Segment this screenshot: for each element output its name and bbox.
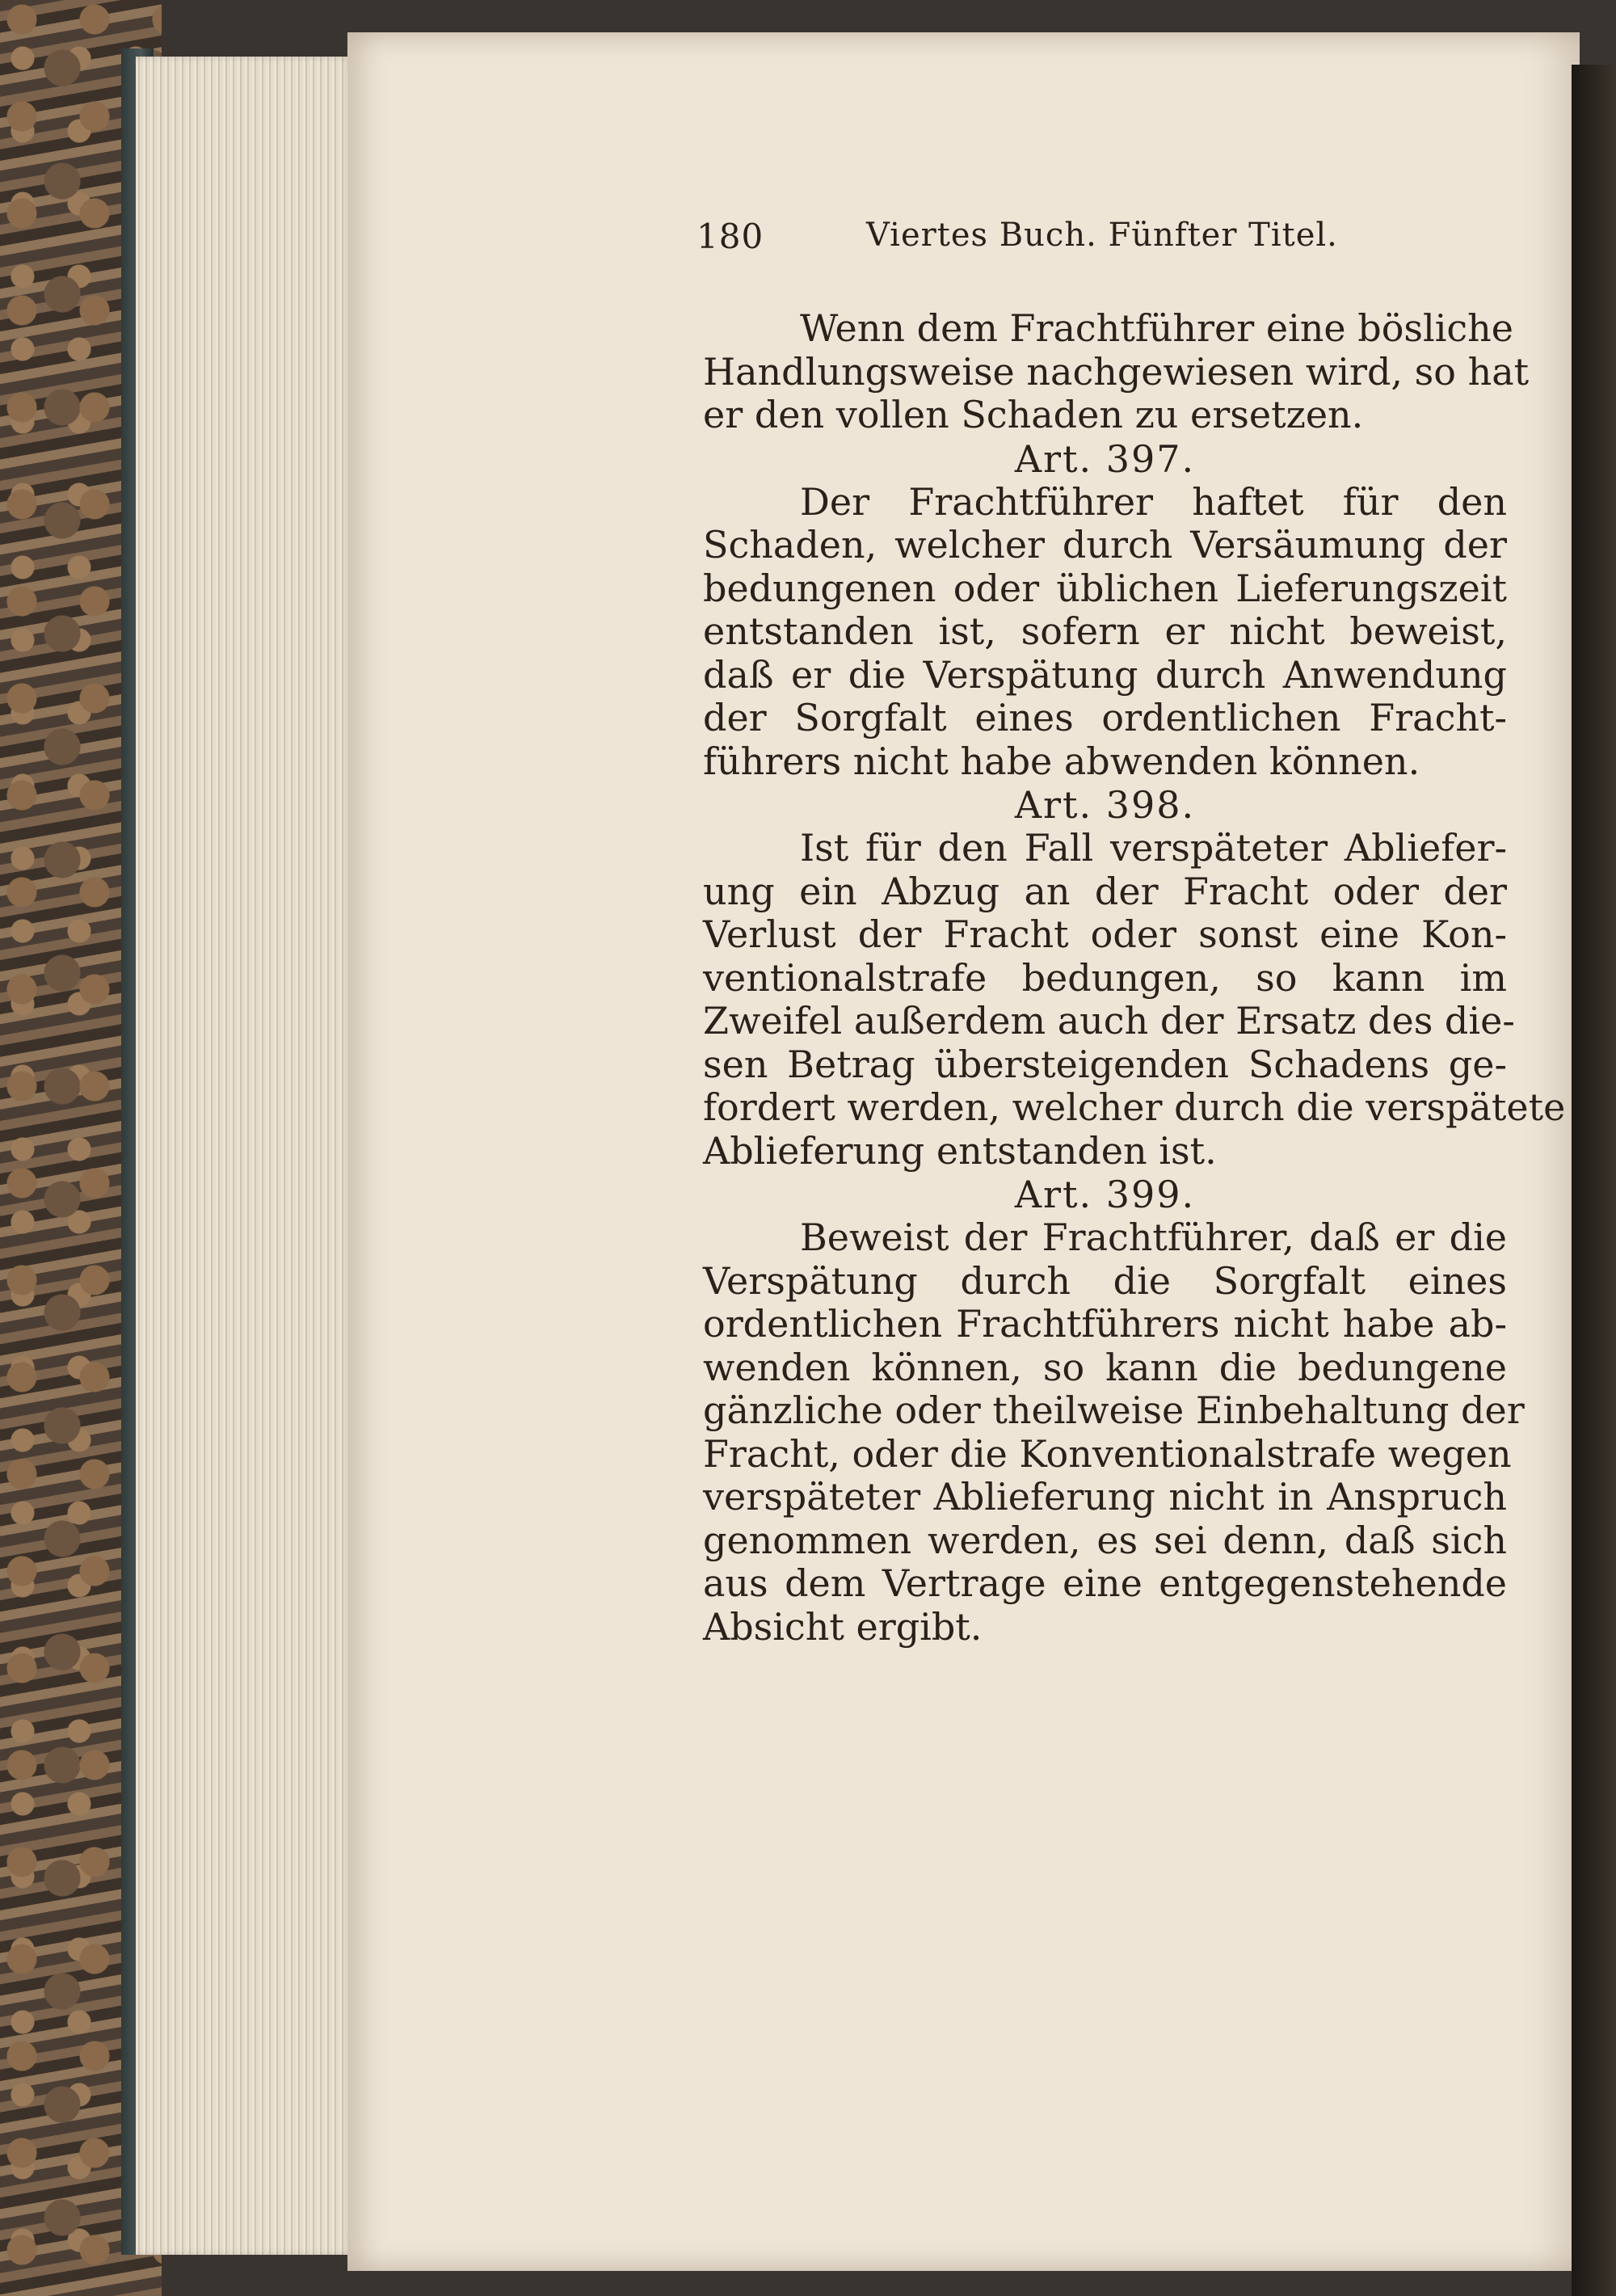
- text-line: sen Betrag übersteigenden Schadens ge-: [703, 1042, 1507, 1086]
- text-line: Ist für den Fall verspäteter Abliefer-: [800, 826, 1507, 870]
- text-line: Absicht ergibt.: [703, 1604, 983, 1649]
- text-line: daß er die Verspätung durch Anwendung: [703, 652, 1507, 697]
- text-line: Schaden, welcher durch Versäumung der: [703, 523, 1507, 567]
- page-edges: [136, 57, 354, 2255]
- text-line: ordentlichen Frachtführers nicht habe ab-: [703, 1302, 1507, 1346]
- text-line: genommen werden, es sei denn, daß sich: [703, 1518, 1507, 1562]
- text-line: verspäteter Ablieferung nicht in Anspruch: [703, 1475, 1507, 1519]
- text-line: er den vollen Schaden zu ersetzen.: [703, 393, 1364, 436]
- page-header: [696, 217, 1504, 273]
- paragraph: [703, 1215, 1525, 1649]
- text-line: Wenn dem Frachtführer eine bösliche: [800, 306, 1514, 350]
- text-line: wenden können, so kann die bedungene: [703, 1345, 1507, 1389]
- text-block: [703, 306, 1566, 1649]
- text-line: Fracht, oder die Konventionalstrafe wegen: [703, 1431, 1512, 1476]
- text-line: Beweist der Frachtführer, daß er die: [800, 1215, 1507, 1259]
- text-line: entstanden ist, sofern er nicht beweist,: [703, 609, 1507, 653]
- text-line: der Sorgfalt eines ordentlichen Fracht-: [703, 696, 1507, 739]
- text-line: Der Frachtführer haftet für den: [800, 479, 1507, 524]
- paragraph: [703, 481, 1507, 784]
- article-heading: Art. 398.: [1014, 783, 1196, 827]
- text-line: ventionalstrafe bedungen, so kann im: [703, 955, 1507, 1000]
- book-gutter: [1572, 65, 1616, 2296]
- text-line: Ablieferung entstanden ist.: [703, 1128, 1217, 1173]
- article-heading: Art. 399.: [1014, 1173, 1196, 1216]
- text-line: bedungenen oder üblichen Lieferungszeit: [703, 566, 1507, 610]
- text-line: fordert werden, welcher durch die verspätete: [703, 1085, 1566, 1129]
- text-line: aus dem Vertrage eine entgegenstehende: [703, 1561, 1507, 1605]
- article-heading: Art. 397.: [1014, 436, 1196, 481]
- paragraph: [703, 306, 1530, 437]
- running-title: Viertes Buch. Fünfter Titel.: [866, 217, 1338, 254]
- paragraph: [703, 826, 1566, 1173]
- text-line: Zweifel außerdem auch der Ersatz des die-: [703, 999, 1515, 1043]
- text-line: ung ein Abzug an der Fracht oder der: [703, 869, 1507, 913]
- text-line: Verspätung durch die Sorgfalt eines: [703, 1258, 1507, 1303]
- text-line: Handlungsweise nachgewiesen wird, so hat: [703, 349, 1530, 394]
- text-line: führers nicht habe abwenden können.: [703, 739, 1420, 783]
- page-number: 180: [696, 217, 764, 256]
- text-line: Verlust der Fracht oder sonst eine Kon-: [703, 912, 1507, 956]
- text-line: gänzliche oder theilweise Einbehaltung der: [703, 1388, 1525, 1432]
